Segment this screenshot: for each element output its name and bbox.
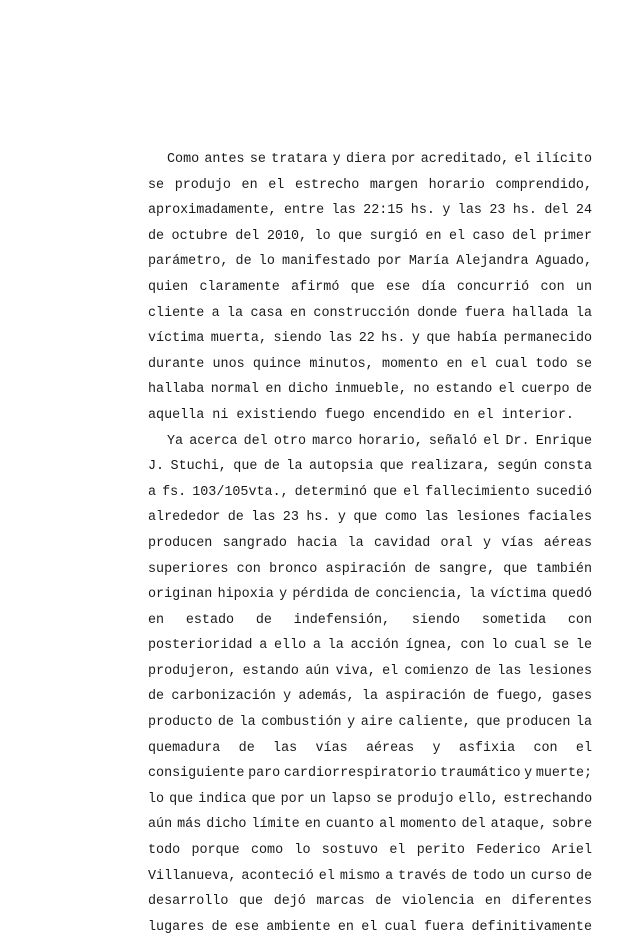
text-line: víctima muerta, siendo las 22 hs. y que había permanecido (148, 331, 593, 347)
text-line: posterioridad a ello a la acción ígnea, con lo cual se le (148, 638, 593, 654)
text-line: a fs. 103/105vta., determinó que el fallecimiento sucedió (148, 484, 593, 500)
text-line: Como antes se tratara y diera por acreditado, el ilícito (167, 152, 592, 167)
document-body-text (148, 147, 592, 940)
text-line: J. Stuchi, que de la autopsia que realizara, según consta (148, 459, 593, 475)
text-line: cliente a la casa en construcción donde fuera hallada la (148, 305, 592, 321)
text-line: se produjo en el estrecho margen horario comprendido, (148, 177, 592, 193)
text-line: Ya acerca del otro marco horario, señaló el Dr. Enrique (167, 433, 592, 449)
text-line: parámetro, de lo manifestado por María Alejandra Aguado, (148, 254, 592, 270)
text-line: aquella ni existiendo fuego encendido en el interior. (148, 407, 574, 423)
text-line: lugares de ese ambiente en el cual fuera definitivamente (148, 919, 592, 935)
text-line: originan hipoxia y pérdida de conciencia, la víctima quedó (148, 587, 593, 603)
text-line: en estado de indefensión, siendo sometida con (148, 612, 592, 628)
text-line: de carbonización y además, la aspiración de fuego, gases (148, 689, 592, 705)
text-line: quemadura de las vías aéreas y asfixia con el (148, 740, 592, 756)
text-line: producen sangrado hacia la cavidad oral y vías aéreas (148, 535, 592, 551)
text-line: producto de la combustión y aire caliente, que producen la (148, 715, 593, 731)
text-line: quien claramente afirmó que ese día concurrió con un (148, 279, 592, 295)
text-line: durante unos quince minutos, momento en el cual todo se (148, 356, 592, 372)
text-line: aún más dicho límite en cuanto al momento del ataque, sobre (148, 817, 593, 833)
text-line: lo que indica que por un lapso se produjo ello, estrechando (148, 791, 593, 807)
text-line: superiores con bronco aspiración de sangre, que también (148, 561, 592, 577)
text-line: de octubre del 2010, lo que surgió en el caso del primer (148, 228, 592, 244)
text-line: Villanueva, aconteció el mismo a través de todo un curso de (148, 868, 593, 884)
text-line: todo porque como lo sostuvo el perito Federico Ariel (148, 843, 592, 859)
text-line: alrededor de las 23 hs. y que como las lesiones faciales (148, 510, 592, 526)
text-line: desarrollo que dejó marcas de violencia en diferentes (148, 894, 592, 910)
text-line: consiguiente paro cardiorrespiratorio traumático y muerte; (148, 766, 593, 782)
text-line: aproximadamente, entre las 22:15 hs. y las 23 hs. del 24 (148, 203, 592, 219)
text-line: hallaba normal en dicho inmueble, no estando el cuerpo de (148, 382, 593, 398)
text-line: produjeron, estando aún viva, el comienzo de las lesiones (148, 663, 593, 679)
